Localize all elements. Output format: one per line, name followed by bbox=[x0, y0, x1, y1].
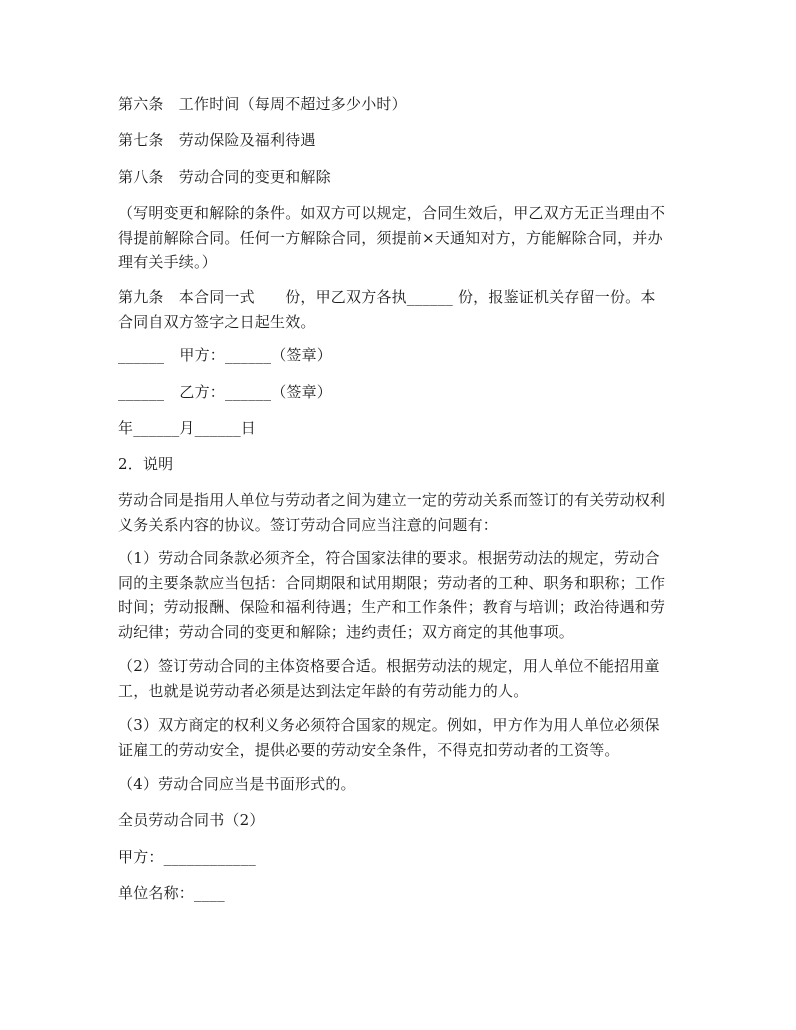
text-line: 第九条 本合同一式 份，甲乙双方各执______ 份，报鉴证机关存留一份。本 bbox=[118, 288, 656, 306]
point-3 bbox=[118, 713, 678, 762]
date-line: 年______月______日 bbox=[118, 419, 257, 437]
text-line: 动纪律；劳动合同的变更和解除；违约责任；双方商定的其他事项。 bbox=[118, 622, 575, 641]
point-4: （4）劳动合同应当是书面形式的。 bbox=[118, 775, 356, 793]
text-line: 时间；劳动报酬、保险和福利待遇；生产和工作条件；教育与培训；政治待遇和劳 bbox=[118, 598, 666, 616]
unit-name-line: 单位名称：____ bbox=[118, 884, 225, 902]
intro-paragraph bbox=[118, 488, 678, 537]
text-line: 理有关手续。） bbox=[118, 253, 217, 271]
text-line: 义务关系内容的协议。签订劳动合同应当注意的问题有： bbox=[118, 515, 499, 534]
text-line: 工，也就是说劳动者必须是达到法定年龄的有劳动能力的人。 bbox=[118, 681, 529, 700]
text-line: 证雇工的劳动安全，提供必要的劳动安全条件，不得克扣劳动者的工资等。 bbox=[118, 740, 620, 759]
article-9 bbox=[118, 285, 678, 334]
signature-party-a: ______ 甲方：______（签章） bbox=[118, 346, 333, 364]
contract-2-title: 全员劳动合同书（2） bbox=[118, 811, 265, 829]
text-line: 劳动合同是指用人单位与劳动者之间为建立一定的劳动关系而签订的有关劳动权利 bbox=[118, 491, 666, 509]
text-line: 得提前解除合同。任何一方解除合同，须提前×天通知对方，方能解除合同，并办 bbox=[118, 228, 663, 247]
article-8-note bbox=[118, 201, 678, 275]
article-6: 第六条 工作时间（每周不超过多少小时） bbox=[118, 95, 407, 113]
text-line: （3）双方商定的权利义务必须符合国家的规定。例如，甲方作为用人单位必须保 bbox=[118, 716, 660, 734]
section-2-title: 2．说明 bbox=[118, 455, 174, 473]
article-7: 第七条 劳动保险及福利待遇 bbox=[118, 131, 316, 149]
signature-party-b: ______ 乙方：______（签章） bbox=[118, 383, 333, 401]
text-line: 同的主要条款应当包括：合同期限和试用期限；劳动者的工种、职务和职称；工作 bbox=[118, 573, 666, 592]
point-1 bbox=[118, 546, 678, 644]
text-line: （1）劳动合同条款必须齐全，符合国家法律的要求。根据劳动法的规定，劳动合 bbox=[118, 549, 660, 567]
party-a-line: 甲方：____________ bbox=[118, 848, 257, 866]
text-line: 合同自双方签字之日起生效。 bbox=[118, 312, 316, 331]
text-line: （写明变更和解除的条件。如双方可以规定，合同生效后，甲乙双方无正当理由不 bbox=[118, 204, 666, 222]
point-2 bbox=[118, 654, 678, 703]
article-8: 第八条 劳动合同的变更和解除 bbox=[118, 168, 331, 186]
text-line: （2）签订劳动合同的主体资格要合适。根据劳动法的规定，用人单位不能招用童 bbox=[118, 657, 660, 675]
